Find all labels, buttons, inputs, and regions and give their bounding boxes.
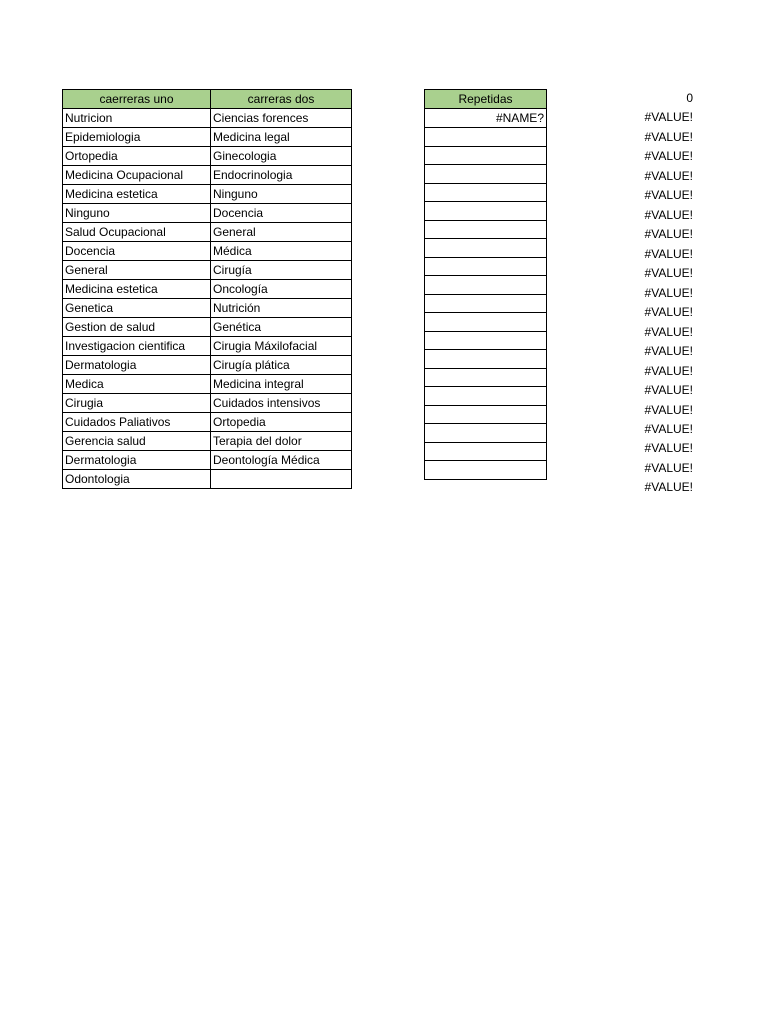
carreras-body (63, 109, 352, 489)
cell-value[interactable]: #VALUE! (644, 480, 693, 495)
cell-repetidas[interactable] (425, 257, 547, 276)
cell-carreras-uno[interactable]: Ninguno (63, 204, 211, 223)
carreras-header-row (63, 90, 352, 109)
table-row (63, 147, 352, 166)
cell-value[interactable]: #VALUE! (644, 324, 693, 339)
cell-carreras-dos[interactable]: Terapia del dolor (211, 432, 352, 451)
cell-value[interactable]: #VALUE! (644, 227, 693, 242)
repetidas-body (425, 109, 547, 480)
cell-repetidas[interactable] (425, 313, 547, 332)
carreras-table (62, 89, 352, 489)
table-row (425, 165, 547, 184)
cell-carreras-dos[interactable]: Médica (211, 242, 352, 261)
table-row (63, 280, 352, 299)
cell-value[interactable]: #VALUE! (644, 402, 693, 417)
cell-carreras-dos[interactable]: Nutrición (211, 299, 352, 318)
cell-carreras-dos[interactable]: Medicina legal (211, 128, 352, 147)
table-row (425, 276, 547, 295)
cell-repetidas[interactable] (425, 294, 547, 313)
table-row (425, 257, 547, 276)
cell-carreras-dos[interactable]: Cirugía (211, 261, 352, 280)
table-row (425, 146, 547, 165)
table-row (425, 239, 547, 258)
table-row (63, 432, 352, 451)
cell-value[interactable]: 0 (686, 91, 693, 105)
repetidas-table (424, 89, 547, 480)
cell-carreras-uno[interactable]: Odontologia (63, 470, 211, 489)
cell-carreras-dos[interactable] (211, 470, 352, 489)
cell-value[interactable]: #VALUE! (644, 188, 693, 203)
table-row (425, 128, 547, 147)
table-row (425, 368, 547, 387)
cell-carreras-uno[interactable]: Medicina estetica (63, 185, 211, 204)
cell-carreras-uno[interactable]: Medica (63, 375, 211, 394)
cell-repetidas[interactable] (425, 442, 547, 461)
table-row (425, 109, 547, 128)
cell-repetidas[interactable] (425, 128, 547, 147)
cell-carreras-dos[interactable]: Endocrinologia (211, 166, 352, 185)
table-row (63, 375, 352, 394)
cell-carreras-uno[interactable]: Medicina estetica (63, 280, 211, 299)
table-row (425, 350, 547, 369)
cell-repetidas[interactable] (425, 239, 547, 258)
table-row (63, 318, 352, 337)
cell-carreras-uno[interactable]: Gerencia salud (63, 432, 211, 451)
cell-value[interactable]: #VALUE! (644, 383, 693, 398)
cell-value[interactable]: #VALUE! (644, 207, 693, 222)
cell-value[interactable]: #VALUE! (644, 441, 693, 456)
cell-carreras-uno[interactable]: Epidemiologia (63, 128, 211, 147)
table-row (425, 461, 547, 480)
cell-repetidas[interactable] (425, 146, 547, 165)
table-row (425, 331, 547, 350)
cell-repetidas[interactable] (425, 368, 547, 387)
table-row (63, 299, 352, 318)
cell-value[interactable]: #VALUE! (644, 305, 693, 320)
table-row (425, 202, 547, 221)
cell-carreras-uno[interactable]: Genetica (63, 299, 211, 318)
cell-value[interactable]: #VALUE! (644, 266, 693, 281)
table-row (63, 166, 352, 185)
header-cell-carreras-dos[interactable]: carreras dos (211, 90, 352, 109)
cell-value[interactable]: #VALUE! (644, 460, 693, 475)
table-row (425, 442, 547, 461)
header-cell-carreras-uno[interactable]: caerreras uno (63, 90, 211, 109)
cell-value[interactable]: #VALUE! (644, 246, 693, 261)
cell-repetidas[interactable] (425, 350, 547, 369)
cell-value[interactable]: #VALUE! (644, 168, 693, 183)
table-row (63, 394, 352, 413)
table-row (425, 313, 547, 332)
cell-value[interactable]: #VALUE! (644, 344, 693, 359)
cell-carreras-dos[interactable]: Cuidados intensivos (211, 394, 352, 413)
cell-carreras-dos[interactable]: Oncología (211, 280, 352, 299)
cell-carreras-uno[interactable]: Dermatologia (63, 356, 211, 375)
cell-carreras-uno[interactable]: Gestion de salud (63, 318, 211, 337)
cell-carreras-dos[interactable]: Genética (211, 318, 352, 337)
cell-repetidas[interactable] (425, 331, 547, 350)
cell-repetidas[interactable] (425, 276, 547, 295)
cell-carreras-uno[interactable]: Nutricion (63, 109, 211, 128)
cell-repetidas[interactable] (425, 405, 547, 424)
cell-carreras-uno[interactable]: Investigacion cientifica (63, 337, 211, 356)
cell-carreras-uno[interactable]: Ortopedia (63, 147, 211, 166)
repetidas-header-row (425, 90, 547, 109)
cell-carreras-dos[interactable]: Ortopedia (211, 413, 352, 432)
table-row (63, 337, 352, 356)
table-row (425, 294, 547, 313)
cell-carreras-uno[interactable]: Cuidados Paliativos (63, 413, 211, 432)
cell-repetidas[interactable]: #NAME? (425, 109, 547, 128)
cell-carreras-uno[interactable]: Medicina Ocupacional (63, 166, 211, 185)
cell-repetidas[interactable] (425, 220, 547, 239)
cell-carreras-uno[interactable]: Docencia (63, 242, 211, 261)
table-row (63, 356, 352, 375)
cell-carreras-dos[interactable]: Medicina integral (211, 375, 352, 394)
table-row (63, 451, 352, 470)
table-row (63, 413, 352, 432)
cell-value[interactable]: #VALUE! (644, 421, 693, 436)
cell-carreras-dos[interactable]: General (211, 223, 352, 242)
cell-carreras-uno[interactable]: General (63, 261, 211, 280)
table-row (63, 185, 352, 204)
cell-repetidas[interactable] (425, 165, 547, 184)
cell-repetidas[interactable] (425, 461, 547, 480)
cell-carreras-dos[interactable]: Ciencias forences (211, 109, 352, 128)
table-row (63, 261, 352, 280)
cell-carreras-uno[interactable]: Dermatologia (63, 451, 211, 470)
cell-carreras-dos[interactable]: Docencia (211, 204, 352, 223)
cell-carreras-uno[interactable]: Cirugia (63, 394, 211, 413)
table-row (63, 470, 352, 489)
table-row (425, 387, 547, 406)
table-row (63, 128, 352, 147)
value-column (600, 89, 693, 498)
cell-repetidas[interactable] (425, 202, 547, 221)
cell-carreras-dos[interactable]: Cirugía plática (211, 356, 352, 375)
table-row (63, 242, 352, 261)
table-row (425, 220, 547, 239)
cell-value[interactable]: #VALUE! (644, 129, 693, 144)
table-row (63, 204, 352, 223)
table-row (425, 405, 547, 424)
cell-value[interactable]: #VALUE! (644, 363, 693, 378)
cell-repetidas[interactable] (425, 424, 547, 443)
table-row (63, 109, 352, 128)
cell-value[interactable]: #VALUE! (644, 149, 693, 164)
cell-carreras-dos[interactable]: Ninguno (211, 185, 352, 204)
table-row (63, 223, 352, 242)
cell-repetidas[interactable] (425, 183, 547, 202)
cell-carreras-uno[interactable]: Salud Ocupacional (63, 223, 211, 242)
header-cell-repetidas[interactable]: Repetidas (425, 90, 547, 109)
table-row (425, 424, 547, 443)
cell-value[interactable]: #VALUE! (644, 285, 693, 300)
cell-carreras-dos[interactable]: Cirugia Máxilofacial (211, 337, 352, 356)
cell-repetidas[interactable] (425, 387, 547, 406)
cell-carreras-dos[interactable]: Deontología Médica (211, 451, 352, 470)
cell-carreras-dos[interactable]: Ginecologia (211, 147, 352, 166)
cell-value[interactable]: #VALUE! (644, 110, 693, 125)
table-row (425, 183, 547, 202)
